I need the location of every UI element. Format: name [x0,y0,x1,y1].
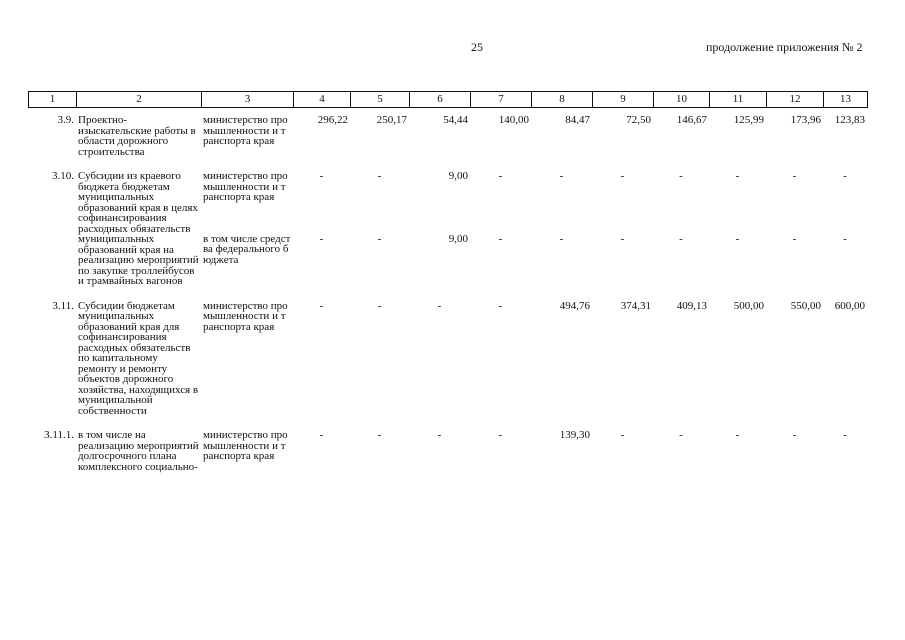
value-cell: - [620,429,625,441]
value-cell: - [735,170,740,182]
value-cell: - [679,170,683,182]
value-cell: 173,96 [790,114,821,126]
column-number: 2 [77,92,202,108]
column-number: 8 [532,92,593,108]
column-number-header [28,91,868,108]
row-number: 3.11.1. [44,429,74,441]
value-cell: - [843,429,847,441]
value-cell: - [498,299,503,312]
column-number: 4 [294,92,351,108]
row-description: Субсидии бюджетам муниципальных образований края для софинансирования расходных обязательств по капитальному ремонту и ремонту объектов дорожного хозяйства, находящихся в муниципальной собственности [78,299,199,417]
value-cell: - [377,429,382,441]
value-cell: 250,17 [376,114,407,126]
value-cell: 9,00 [448,170,468,182]
column-number: 7 [471,92,532,108]
row-ministry: министерство промышленности и транспорта края [203,299,288,333]
value-cell: - [377,232,382,245]
value-cell: - [620,170,625,182]
row-description: Субсидии из краевого бюджета бюджетам муниципальных образований края в целях софинансирования расходных обязательств муниципальных образований края на реализацию мероприятий по закупке троллейбусов и трамвайных вагонов [78,170,199,287]
value-cell: - [377,299,382,312]
column-number: 1 [29,92,77,108]
column-number: 5 [351,92,410,108]
table-row [28,113,867,161]
value-cell: - [843,170,847,182]
value-cell: - [679,429,683,441]
value-cell: - [559,170,564,182]
value-cell: 140,00 [498,114,529,126]
value-cell: - [679,232,683,245]
value-cell: 550,00 [790,299,821,312]
column-number: 13 [824,92,868,108]
value-cell: - [437,299,442,312]
row-ministry: министерство промышленности и транспорта края [203,170,288,203]
value-cell: - [498,170,503,182]
row-ministry: министерство промышленности и транспорта края [203,429,288,462]
value-cell: - [319,232,324,245]
value-cell: 146,67 [676,114,707,126]
value-cell: 54,44 [443,114,468,126]
value-cell: 374,31 [620,299,651,312]
value-cell: - [319,429,324,441]
value-cell: - [498,232,503,245]
value-cell: - [735,232,740,245]
column-number: 6 [410,92,471,108]
table-row [28,420,867,476]
value-cell: - [559,232,564,245]
column-number: 9 [593,92,654,108]
column-number: 10 [654,92,710,108]
value-cell: 600,00 [834,299,865,312]
value-cell: 9,00 [448,232,468,245]
value-cell: 494,76 [559,299,590,312]
value-cell: 296,22 [317,114,348,126]
row-number: 3.9. [57,114,74,126]
value-cell: 139,30 [559,429,590,441]
value-cell: - [319,170,324,182]
row-description: в том числе на реализацию мероприятий долгосрочного плана комплексного социально- [78,429,199,473]
row-description: Проектно-изыскательские работы в области дорожного строительства [78,114,196,158]
column-number: 11 [710,92,767,108]
value-cell: - [792,429,797,441]
value-cell: - [843,232,847,245]
value-cell: - [319,299,324,312]
column-number: 12 [767,92,824,108]
row-number: 3.10. [52,170,74,182]
value-cell: 84,47 [565,114,590,126]
row-ministry: министерство промышленности и транспорта края [203,114,288,147]
value-cell: 123,83 [834,114,865,126]
value-cell: - [377,170,382,182]
value-cell: - [735,429,740,441]
table-row [28,291,867,421]
value-cell: - [498,429,503,441]
value-cell: 500,00 [733,299,764,312]
value-cell: 409,13 [676,299,707,312]
value-cell: - [437,429,442,441]
value-cell: - [792,170,797,182]
row-number: 3.11. [52,299,74,312]
program-table [28,113,867,476]
column-number: 3 [202,92,294,108]
value-cell: 125,99 [733,114,764,126]
value-cell: - [620,232,625,245]
page-number: 25 [471,40,483,54]
table-row [28,161,867,232]
value-cell: 72,50 [626,114,651,126]
value-cell: - [792,232,797,245]
row-subministry: в том числе средства федерального бюджета [203,232,291,266]
appendix-continuation-note: продолжение приложения № 2 [706,40,863,54]
